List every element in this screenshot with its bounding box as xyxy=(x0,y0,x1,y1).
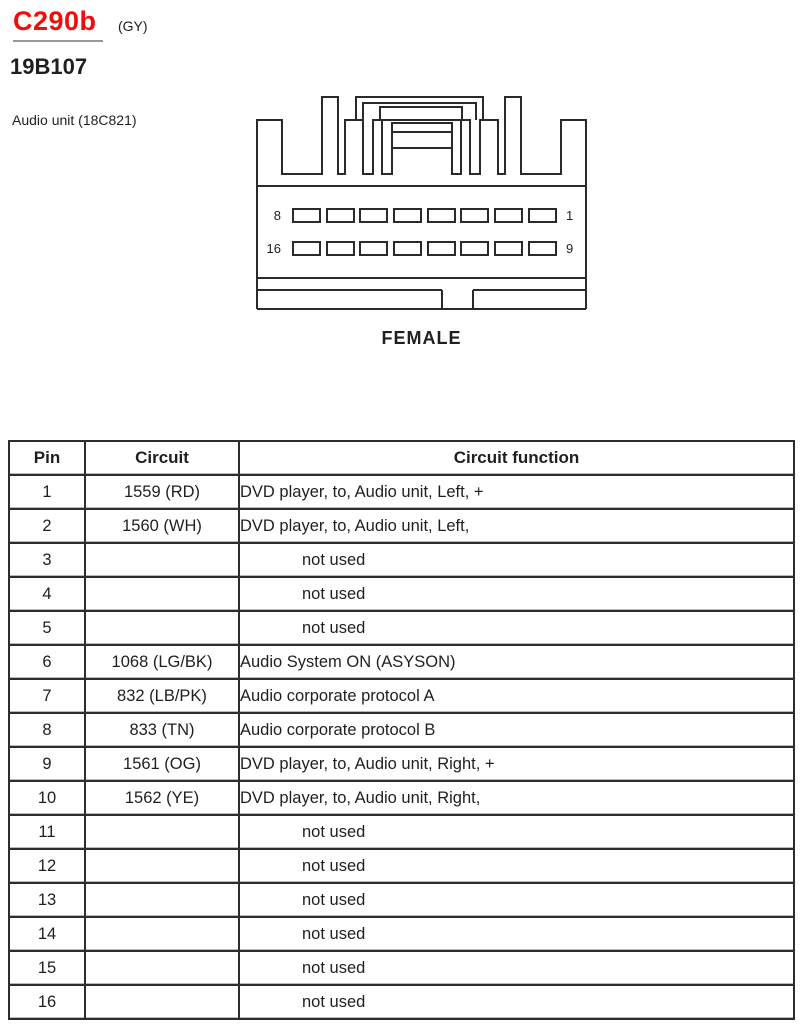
pin-slot xyxy=(529,242,556,255)
pin-cell: 16 xyxy=(9,985,85,1019)
connector-color-code: (GY) xyxy=(118,18,148,34)
pin-cell: 3 xyxy=(9,543,85,577)
pin-slot xyxy=(529,209,556,222)
table-row xyxy=(9,509,794,543)
table-row xyxy=(9,747,794,781)
pin-cell: 10 xyxy=(9,781,85,815)
circuit-cell xyxy=(85,985,239,1019)
table-row xyxy=(9,543,794,577)
latch-plate xyxy=(380,107,462,120)
table-row xyxy=(9,917,794,951)
column-header-circuit-function: Circuit function xyxy=(239,441,794,475)
pin-number-label: 16 xyxy=(266,241,281,256)
table-row xyxy=(9,577,794,611)
function-cell: Audio corporate protocol B xyxy=(239,713,794,747)
pin-slot xyxy=(293,209,320,222)
pin-cell: 4 xyxy=(9,577,85,611)
pin-slot xyxy=(360,242,387,255)
table-row xyxy=(9,883,794,917)
circuit-cell xyxy=(85,815,239,849)
pin-cell: 9 xyxy=(9,747,85,781)
pin-number-label: 9 xyxy=(566,241,574,256)
circuit-cell: 832 (LB/PK) xyxy=(85,679,239,713)
connector-gender-label: FEMALE xyxy=(381,328,462,348)
function-cell: DVD player, to, Audio unit, Right, xyxy=(239,781,794,815)
circuit-cell: 1561 (OG) xyxy=(85,747,239,781)
table-row xyxy=(9,951,794,985)
circuit-cell xyxy=(85,883,239,917)
circuit-cell xyxy=(85,849,239,883)
pin-cell: 14 xyxy=(9,917,85,951)
circuit-cell: 1068 (LG/BK) xyxy=(85,645,239,679)
pin-cell: 11 xyxy=(9,815,85,849)
function-cell: DVD player, to, Audio unit, Left, + xyxy=(239,475,794,509)
function-cell: not used xyxy=(239,815,794,849)
circuit-cell xyxy=(85,543,239,577)
function-cell: not used xyxy=(239,543,794,577)
connector-id-underline xyxy=(13,40,103,42)
pinout-table xyxy=(8,440,795,1020)
pin-cell: 15 xyxy=(9,951,85,985)
circuit-cell: 1559 (RD) xyxy=(85,475,239,509)
circuit-cell xyxy=(85,917,239,951)
table-row xyxy=(9,713,794,747)
latch-bar-outer xyxy=(356,97,483,120)
table-row xyxy=(9,815,794,849)
connector-diagram xyxy=(250,92,593,322)
pin-cell: 5 xyxy=(9,611,85,645)
pin-cell: 12 xyxy=(9,849,85,883)
pin-slot xyxy=(360,209,387,222)
function-cell: Audio corporate protocol A xyxy=(239,679,794,713)
pin-slot xyxy=(394,209,421,222)
connector-id: C290b xyxy=(13,6,97,36)
circuit-cell: 1560 (WH) xyxy=(85,509,239,543)
function-cell: not used xyxy=(239,917,794,951)
pin-cell: 1 xyxy=(9,475,85,509)
function-cell: not used xyxy=(239,611,794,645)
pin-slot xyxy=(394,242,421,255)
part-number: 19B107 xyxy=(10,54,88,79)
pin-slot xyxy=(327,242,354,255)
circuit-cell: 833 (TN) xyxy=(85,713,239,747)
table-row xyxy=(9,849,794,883)
table-row xyxy=(9,679,794,713)
function-cell: not used xyxy=(239,849,794,883)
pin-cell: 2 xyxy=(9,509,85,543)
table-row xyxy=(9,475,794,509)
component-label: Audio unit (18C821) xyxy=(12,112,137,128)
pin-slot xyxy=(428,209,455,222)
table-row xyxy=(9,985,794,1019)
pin-slot xyxy=(495,242,522,255)
circuit-cell xyxy=(85,951,239,985)
function-cell: Audio System ON (ASYSON) xyxy=(239,645,794,679)
column-header-pin: Pin xyxy=(9,441,85,475)
circuit-cell xyxy=(85,611,239,645)
function-cell: DVD player, to, Audio unit, Right, + xyxy=(239,747,794,781)
pin-cell: 6 xyxy=(9,645,85,679)
table-row xyxy=(9,781,794,815)
pin-slot xyxy=(461,242,488,255)
pin-slot xyxy=(461,209,488,222)
pin-slot xyxy=(428,242,455,255)
function-cell: not used xyxy=(239,951,794,985)
pin-cell: 13 xyxy=(9,883,85,917)
pin-number-label: 1 xyxy=(566,208,574,223)
table-header-row xyxy=(9,441,794,475)
pin-number-label: 8 xyxy=(273,208,281,223)
function-cell: not used xyxy=(239,883,794,917)
column-header-circuit: Circuit xyxy=(85,441,239,475)
function-cell: not used xyxy=(239,577,794,611)
pin-slot xyxy=(495,209,522,222)
function-cell: not used xyxy=(239,985,794,1019)
pin-slot xyxy=(293,242,320,255)
pin-slot xyxy=(327,209,354,222)
table-row xyxy=(9,611,794,645)
pin-cell: 7 xyxy=(9,679,85,713)
function-cell: DVD player, to, Audio unit, Left, xyxy=(239,509,794,543)
circuit-cell xyxy=(85,577,239,611)
pin-cell: 8 xyxy=(9,713,85,747)
table-row xyxy=(9,645,794,679)
circuit-cell: 1562 (YE) xyxy=(85,781,239,815)
